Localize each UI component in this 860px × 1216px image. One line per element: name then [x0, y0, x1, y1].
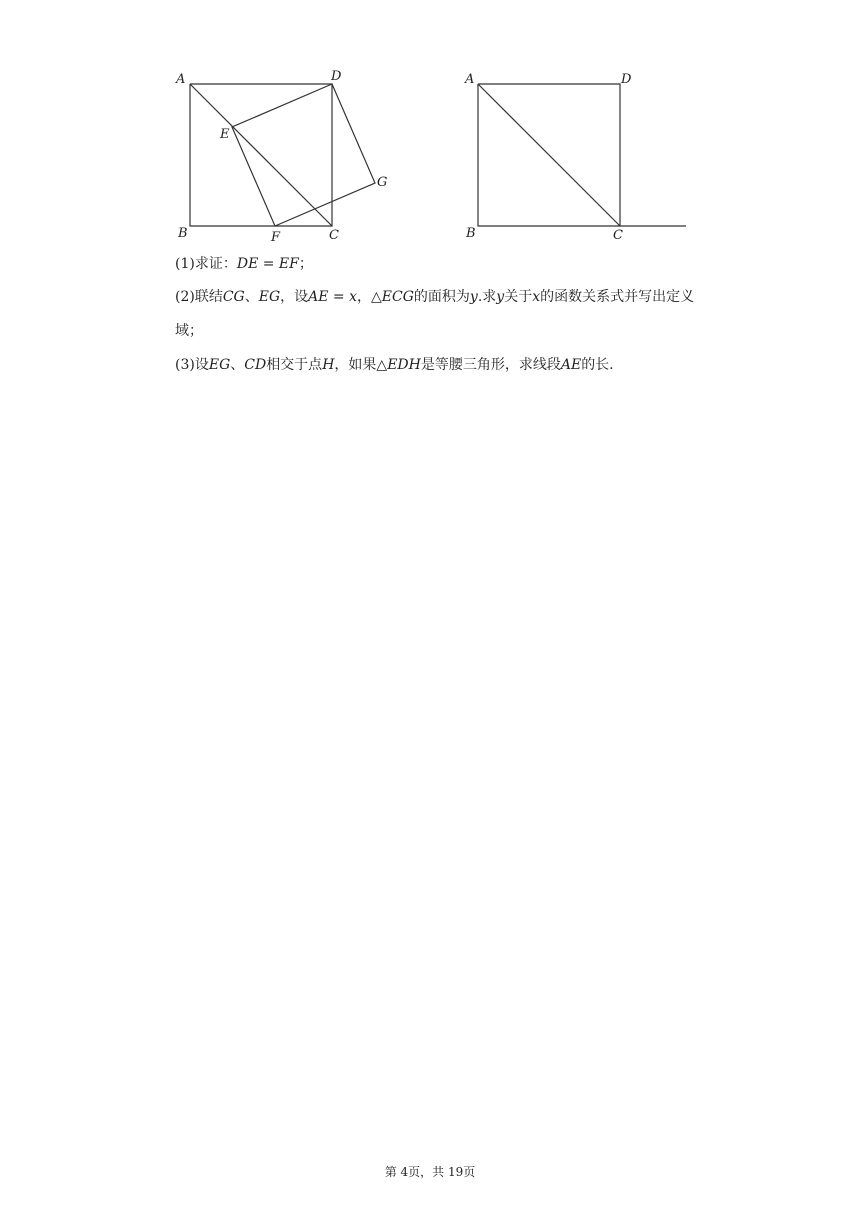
q3-prefix: (3)设 — [175, 357, 209, 373]
q3-h: H — [322, 357, 335, 373]
label-a: A — [176, 72, 186, 87]
label-c: C — [329, 228, 339, 243]
question-2-line-1 — [175, 287, 694, 307]
q3-edh: EDH — [387, 357, 421, 373]
q2-text-4: .求 — [477, 289, 497, 305]
label-e: E — [220, 127, 230, 142]
q1-prefix: (1)求证： — [175, 256, 237, 272]
q1-expression: DE = EF — [236, 256, 299, 272]
label-c: C — [613, 228, 623, 243]
q3-text-2: ，如果△ — [334, 357, 388, 373]
q2-ecg: ECG — [381, 289, 414, 305]
q2-text-1: ，设 — [280, 289, 309, 305]
q3-ae: AE — [560, 357, 582, 373]
q3-text-4: 的长. — [581, 357, 614, 373]
q2-text-3: 的面积为 — [413, 289, 470, 305]
figure-square-with-extended-base — [456, 64, 692, 246]
q2-sep: 、 — [244, 289, 259, 305]
diagonal-ac — [190, 84, 332, 226]
label-b: B — [178, 226, 188, 241]
q2-line-2: 域； — [175, 323, 203, 339]
q3-eg: EG — [208, 357, 231, 373]
question-1 — [175, 254, 313, 274]
q2-text-5: 关于 — [504, 289, 533, 305]
q2-text-2: ，△ — [357, 289, 382, 305]
figure-square-with-rotated-square — [168, 64, 398, 246]
q2-y-2: y — [496, 289, 505, 305]
q2-x: x — [532, 289, 541, 305]
figure-2-svg — [456, 64, 692, 246]
q3-text-3: 是等腰三角形，求线段 — [420, 357, 561, 373]
label-d: D — [331, 69, 342, 84]
q2-y: y — [469, 289, 478, 305]
q1-suffix: ； — [298, 256, 313, 272]
label-d: D — [621, 72, 632, 87]
question-3 — [175, 355, 614, 375]
figure-1-svg — [168, 64, 398, 246]
label-f: F — [271, 230, 281, 245]
q2-eg: EG — [258, 289, 281, 305]
label-b: B — [466, 226, 476, 241]
q2-cg: CG — [222, 289, 245, 305]
q2-text-6: 的函数关系式并写出定义 — [540, 289, 695, 305]
q3-sep: 、 — [230, 357, 245, 373]
q3-text-1: 相交于点 — [266, 357, 323, 373]
q2-ae-equals-x: AE = x — [308, 289, 358, 305]
page-footer: 第 4页，共 19页 — [384, 1165, 476, 1179]
diagonal-ac — [478, 84, 620, 226]
square-defg — [232, 84, 375, 226]
label-a: A — [465, 72, 475, 87]
question-2-line-2 — [175, 321, 203, 341]
q2-prefix: (2)联结 — [175, 289, 223, 305]
q3-cd: CD — [244, 357, 267, 373]
label-g: G — [377, 175, 388, 190]
